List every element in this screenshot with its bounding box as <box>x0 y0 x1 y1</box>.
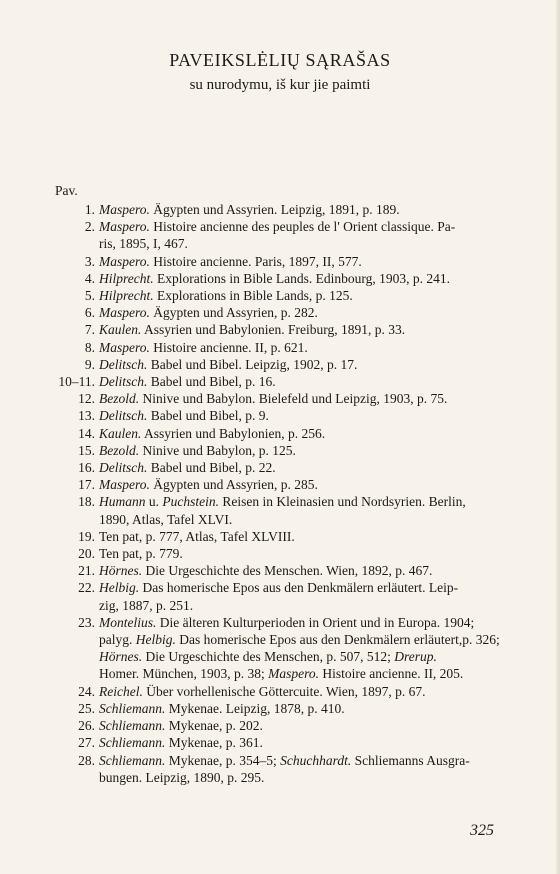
item-number: 1. <box>84 202 95 217</box>
item-number: 13. <box>78 408 95 424</box>
item-text <box>99 442 503 459</box>
author-name: Montelius. <box>99 614 157 630</box>
item-number: 26. <box>78 718 95 734</box>
author-name: Hörnes. <box>99 649 143 665</box>
citation-text: Explorations in Bible Lands, p. 125. <box>153 288 353 304</box>
citation-text: Assyrien und Babylonien, p. 256. <box>141 425 326 441</box>
author-name: Maspero. <box>99 202 150 217</box>
list-item <box>55 700 503 717</box>
item-number: 28. <box>78 752 95 768</box>
author-name: Kaulen. <box>99 322 142 338</box>
item-number: 27. <box>78 735 95 751</box>
citation-text: Ägypten und Assyrien. Leipzig, 1891, p. 189. <box>149 202 400 217</box>
list-item <box>55 373 503 390</box>
item-text <box>99 356 503 373</box>
citation-text: Histoire ancienne. II, p. 621. <box>149 339 308 355</box>
item-text <box>99 390 503 407</box>
citation-text: Schliemanns Ausgra- <box>351 752 470 768</box>
citation-text: Ten pat, p. 777, Atlas, Tafel XLVIII. <box>99 528 295 544</box>
citation-text: Mykenae, p. 202. <box>165 718 263 734</box>
author-name: Maspero. <box>99 305 150 321</box>
item-text <box>99 339 503 356</box>
list-item <box>55 493 503 527</box>
page-number: 325 <box>470 822 494 839</box>
list-item <box>55 218 503 252</box>
list-item <box>55 734 503 751</box>
citation-text: ris, 1895, I, 467. <box>99 236 188 252</box>
author-name: Schliemann. <box>99 735 166 751</box>
author-name: Delitsch. <box>99 408 148 424</box>
citation-text: Mykenae, p. 354–5; <box>165 752 281 768</box>
list-item <box>55 459 503 476</box>
item-number: 21. <box>78 563 95 579</box>
item-number: 15. <box>78 442 95 458</box>
citation-text: Explorations in Bible Lands. Edinbourg, 1903, p. 241. <box>153 270 450 286</box>
author-name: Helbig. <box>99 580 140 596</box>
item-number: 25. <box>78 700 95 716</box>
item-number: 3. <box>84 253 95 269</box>
citation-text: zig, 1887, p. 251. <box>99 597 194 613</box>
item-number: 17. <box>78 477 95 493</box>
list-item <box>55 390 503 407</box>
citation-text: Die Urgeschichte des Menschen, p. 507, 512; <box>142 649 395 665</box>
item-text <box>99 614 503 683</box>
author-name: Delitsch. <box>99 460 148 476</box>
citation-text: Homer. München, 1903, p. 38; <box>99 666 269 682</box>
item-number: 12. <box>78 391 95 407</box>
citation-text: Reisen in Kleinasien und Nordsyrien. Berlin, <box>219 494 466 510</box>
page-subtitle: su nurodymu, iš kur jie paimti <box>189 77 371 93</box>
citation-text: palyg. <box>99 632 136 648</box>
author-name: Kaulen. <box>99 425 142 441</box>
item-number: 20. <box>78 546 95 562</box>
author-name: Bezold. <box>99 391 140 407</box>
item-number: 5. <box>84 288 95 304</box>
item-text <box>99 373 503 390</box>
list-item <box>55 321 503 338</box>
author-name: Schliemann. <box>99 718 166 734</box>
author-name: Schuchhardt. <box>280 752 352 768</box>
item-number: 24. <box>78 683 95 699</box>
citation-text: p. 326; <box>462 632 500 648</box>
author-name: Delitsch. <box>99 374 148 390</box>
list-item <box>55 528 503 545</box>
citation-text: Babel und Bibel, p. 16. <box>147 374 276 390</box>
citation-text: Die Urgeschichte des Menschen. Wien, 1892, p. 467. <box>142 563 433 579</box>
citation-text: Babel und Bibel, p. 9. <box>147 408 269 424</box>
item-text <box>99 700 503 717</box>
item-text <box>99 218 503 252</box>
item-number: 22. <box>78 580 95 596</box>
item-number: 18. <box>78 494 95 510</box>
author-name: Reichel. <box>99 683 143 699</box>
citation-text: Babel und Bibel, p. 22. <box>147 460 276 476</box>
list-item <box>55 425 503 442</box>
list-item <box>55 339 503 356</box>
author-name: Schliemann. <box>99 700 166 716</box>
item-text <box>99 493 503 527</box>
list-item <box>55 356 503 373</box>
author-name: Bezold. <box>99 442 140 458</box>
citation-text: Assyrien und Babylonien. Freiburg, 1891, p. 33. <box>141 322 406 338</box>
author-name: Helbig. <box>135 632 176 648</box>
list-item <box>55 562 503 579</box>
list-item <box>55 270 503 287</box>
citation-text: bungen. Leipzig, 1890, p. 295. <box>99 769 265 785</box>
author-name: Drerup. <box>394 649 437 665</box>
citation-text: Ägypten und Assyrien, p. 285. <box>149 477 318 493</box>
item-text <box>99 545 503 562</box>
citation-text: Histoire ancienne. II, 205. <box>318 666 464 682</box>
list-item <box>55 287 503 304</box>
author-name: Maspero. <box>268 666 319 682</box>
list-item <box>55 442 503 459</box>
citation-text: 1890, Atlas, Tafel XLVI. <box>99 511 233 527</box>
item-number: 6. <box>84 305 95 321</box>
citation-text: Ninive und Babylon, p. 125. <box>139 442 296 458</box>
list-item <box>55 614 503 683</box>
item-number: 23. <box>78 614 95 630</box>
item-text <box>99 304 503 321</box>
list-item <box>55 579 503 613</box>
item-text <box>99 270 503 287</box>
author-name: Hilprecht. <box>99 270 154 286</box>
list-item <box>55 304 503 321</box>
page-title: PAVEIKSLĖLIŲ SĄRAŠAS <box>169 50 391 70</box>
item-text <box>99 459 503 476</box>
item-number: 4. <box>84 270 95 286</box>
citation-text: Ten pat, p. 779. <box>99 546 183 562</box>
item-text <box>99 476 503 493</box>
citation-text: Über vorhellenische Göttercuite. Wien, 1897, p. 67. <box>142 683 426 699</box>
citation-text: Mykenae, p. 361. <box>165 735 263 751</box>
citation-text: Das homerische Epos aus den Denkmälern erläutert, <box>175 632 463 648</box>
item-text <box>99 717 503 734</box>
citation-text: Babel und Bibel. Leipzig, 1902, p. 17. <box>147 356 358 372</box>
item-text <box>99 425 503 442</box>
figure-list <box>55 201 503 786</box>
item-number: 16. <box>78 460 95 476</box>
item-number: 10–11. <box>58 374 95 390</box>
author-name: Hilprecht. <box>99 288 154 304</box>
item-number: 2. <box>84 219 95 235</box>
citation-text: Mykenae. Leipzig, 1878, p. 410. <box>165 700 345 716</box>
list-item <box>55 545 503 562</box>
item-number: 7. <box>84 322 95 338</box>
citation-text: Die älteren Kulturperioden in Orient und in Europa. 1904; <box>156 614 475 630</box>
list-item <box>55 476 503 493</box>
item-text <box>99 752 503 786</box>
item-text <box>99 201 503 218</box>
citation-text: Histoire ancienne. Paris, 1897, II, 577. <box>149 253 362 269</box>
citation-text: Das homerische Epos aus den Denkmälern erläutert. Leip- <box>139 580 459 596</box>
citation-text: Histoire ancienne des peuples de l' Orient classique. Pa- <box>149 219 456 235</box>
page-edge <box>556 0 560 874</box>
item-text <box>99 253 503 270</box>
author-name: Humann <box>99 494 146 510</box>
item-text <box>99 287 503 304</box>
author-name: Maspero. <box>99 253 150 269</box>
author-name: Maspero. <box>99 477 150 493</box>
list-item <box>55 253 503 270</box>
author-name: Maspero. <box>99 219 150 235</box>
author-name: Puchstein. <box>162 494 219 510</box>
author-name: Maspero. <box>99 339 150 355</box>
item-text <box>99 321 503 338</box>
author-name: Delitsch. <box>99 356 148 372</box>
list-item <box>55 683 503 700</box>
list-item <box>55 201 503 218</box>
list-item <box>55 407 503 424</box>
item-number: 9. <box>84 356 95 372</box>
author-name: Schliemann. <box>99 752 166 768</box>
item-number: 19. <box>78 528 95 544</box>
citation-text: Ägypten und Assyrien, p. 282. <box>149 305 318 321</box>
item-number: 14. <box>78 425 95 441</box>
item-text <box>99 579 503 613</box>
item-text <box>99 407 503 424</box>
list-item <box>55 717 503 734</box>
citation-text: u. <box>145 494 163 510</box>
author-name: Hörnes. <box>99 563 143 579</box>
pav-label: Pav. <box>55 183 78 198</box>
item-text <box>99 528 503 545</box>
item-text <box>99 734 503 751</box>
item-text <box>99 683 503 700</box>
item-text <box>99 562 503 579</box>
item-number: 8. <box>84 339 95 355</box>
list-item <box>55 752 503 786</box>
citation-text: Ninive und Babylon. Bielefeld und Leipzig, 1903, p. 75. <box>139 391 448 407</box>
